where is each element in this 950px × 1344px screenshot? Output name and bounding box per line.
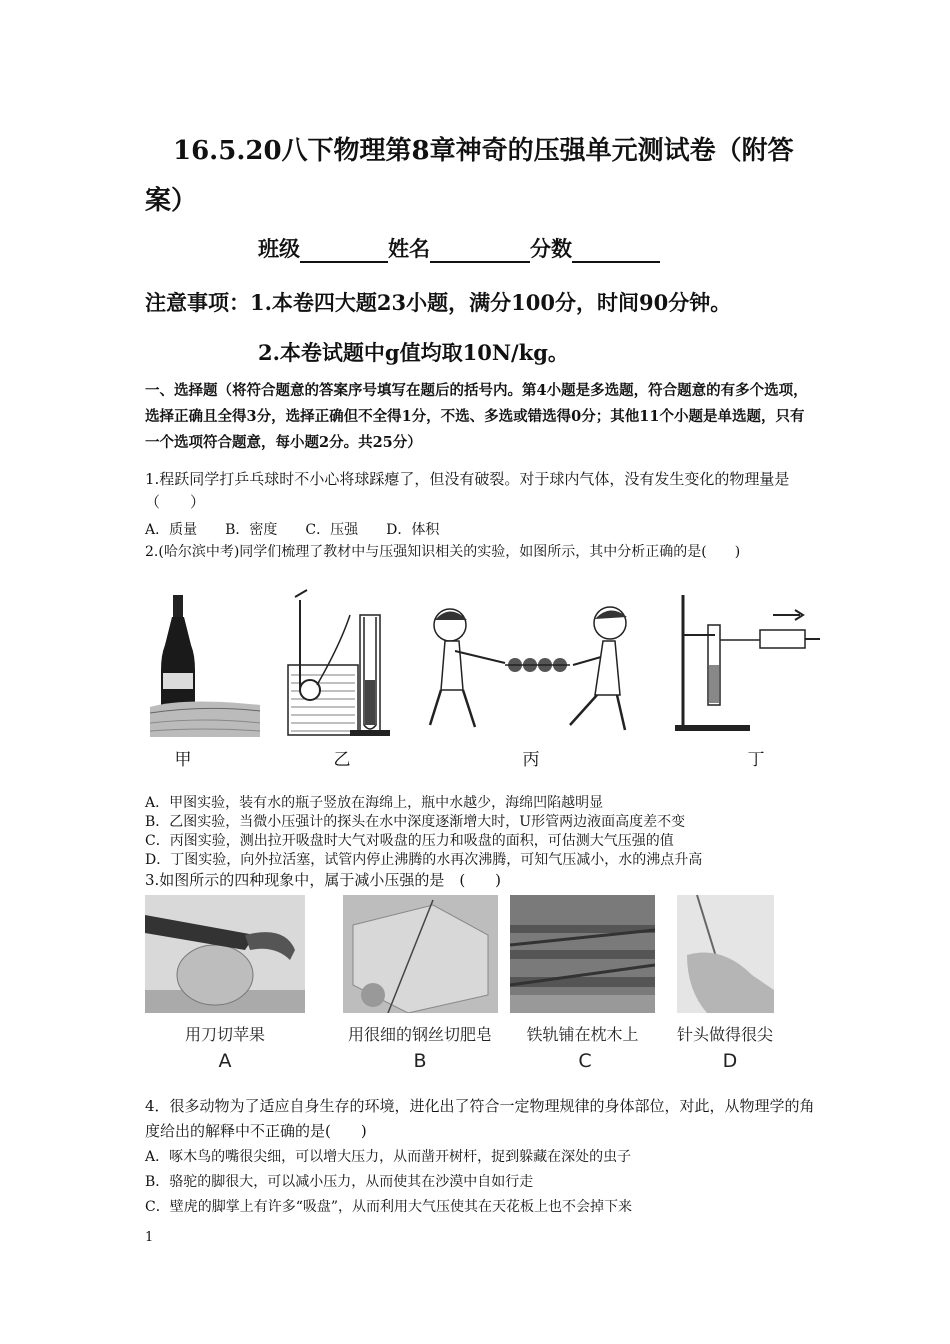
figure-label-yi: 乙 (333, 750, 351, 770)
document-title: 16.5.20八下物理第8章神奇的压强单元测试卷（附答案） (145, 136, 794, 216)
photo-letter-d: D (722, 1050, 738, 1072)
photo-letter-b: B (413, 1050, 427, 1072)
question-1-options: A．质量 B．密度 C．压强 D．体积 (145, 522, 440, 538)
photo-rail-sleepers (510, 895, 655, 1013)
question-3-stem: 3.如图所示的四种现象中，属于减小压强的是 ( ) (145, 871, 502, 889)
question-2-option-b: B．乙图实验，当微小压强计的探头在水中深度逐渐增大时，U形管两边液面高度差不变 (145, 814, 686, 830)
question-2-option-a: A．甲图实验，装有水的瓶子竖放在海绵上，瓶中水越少，海绵凹陷越明显 (145, 795, 604, 811)
bottle-on-sponge-illustration (150, 595, 260, 737)
photo-caption-c: 铁轨铺在枕木上 (526, 1025, 639, 1044)
section-heading: 一、选择题（将符合题意的答案序号填写在题后的括号内。第4小题是多选题，符合题意的有多个选项，选择正确且全得3分，选择正确但不全得1分，不选、多选或错选得0分；其他11个小题是单选题，只有一个选项符合题意，每小题2分。共25分） (145, 382, 808, 451)
photo-caption-d: 针头做得很尖 (676, 1025, 773, 1044)
question-4-option-b: B．骆驼的脚很大，可以减小压力，从而使其在沙漠中自如行走 (145, 1174, 534, 1190)
page-number: 1 (145, 1230, 154, 1245)
question-1-stem: 1.程跃同学打乒乓球时不小心将球踩瘪了，但没有破裂。对于球内气体，没有发生变化的物理量是（ ） (145, 470, 790, 511)
photo-caption-a: 用刀切苹果 (184, 1025, 265, 1044)
photo-letter-c: C (578, 1050, 592, 1072)
question-2-option-c: C．丙图实验，测出拉开吸盘时大气对吸盘的压力和吸盘的面积，可估测大气压强的值 (145, 833, 674, 849)
question-4-option-c: C．壁虎的脚掌上有许多“吸盘”，从而利用大气压使其在天花板上也不会掉下来 (145, 1199, 633, 1215)
question-2-figure (145, 585, 820, 790)
class-label: 班级 (258, 236, 300, 261)
notes-line-2: 2.本卷试题中g值均取10N/kg。 (258, 340, 569, 365)
name-blank[interactable] (430, 241, 530, 263)
photo-letter-a: A (218, 1050, 232, 1072)
name-label: 姓名 (388, 236, 430, 261)
question-4-option-a: A．啄木鸟的嘴很尖细，可以增大压力，从而凿开树杆，捉到躲藏在深处的虫子 (145, 1149, 632, 1165)
student-info-line (258, 233, 660, 263)
figure-label-ding: 丁 (747, 750, 765, 770)
photo-caption-b: 用很细的钢丝切肥皂 (347, 1025, 492, 1044)
suction-cup-pull-illustration (430, 607, 627, 730)
question-4-stem: 4．很多动物为了适应自身生存的环境，进化出了符合一定物理规律的身体部位，对此，从物理学的角度给出的解释中不正确的是( ) (145, 1097, 815, 1140)
syringe-boiling-illustration (675, 595, 820, 731)
figure-label-jia: 甲 (174, 750, 192, 770)
question-2-option-d: D．丁图实验，向外拉活塞，试管内停止沸腾的水再次沸腾，可知气压减小，水的沸点升高 (145, 852, 703, 868)
photo-knife-apple (145, 895, 305, 1013)
notes-line-1: 注意事项：1.本卷四大题23小题，满分100分，时间90分钟。 (145, 290, 732, 315)
photo-wire-soap (343, 895, 498, 1013)
pressure-gauge-illustration (288, 590, 390, 736)
figure-label-bing: 丙 (522, 750, 540, 770)
photo-needle (677, 895, 774, 1013)
score-label: 分数 (530, 236, 572, 261)
question-2-stem: 2.(哈尔滨中考)同学们梳理了教材中与压强知识相关的实验，如图所示，其中分析正确的是( ) (145, 544, 741, 560)
class-blank[interactable] (300, 241, 388, 263)
score-blank[interactable] (572, 241, 660, 263)
